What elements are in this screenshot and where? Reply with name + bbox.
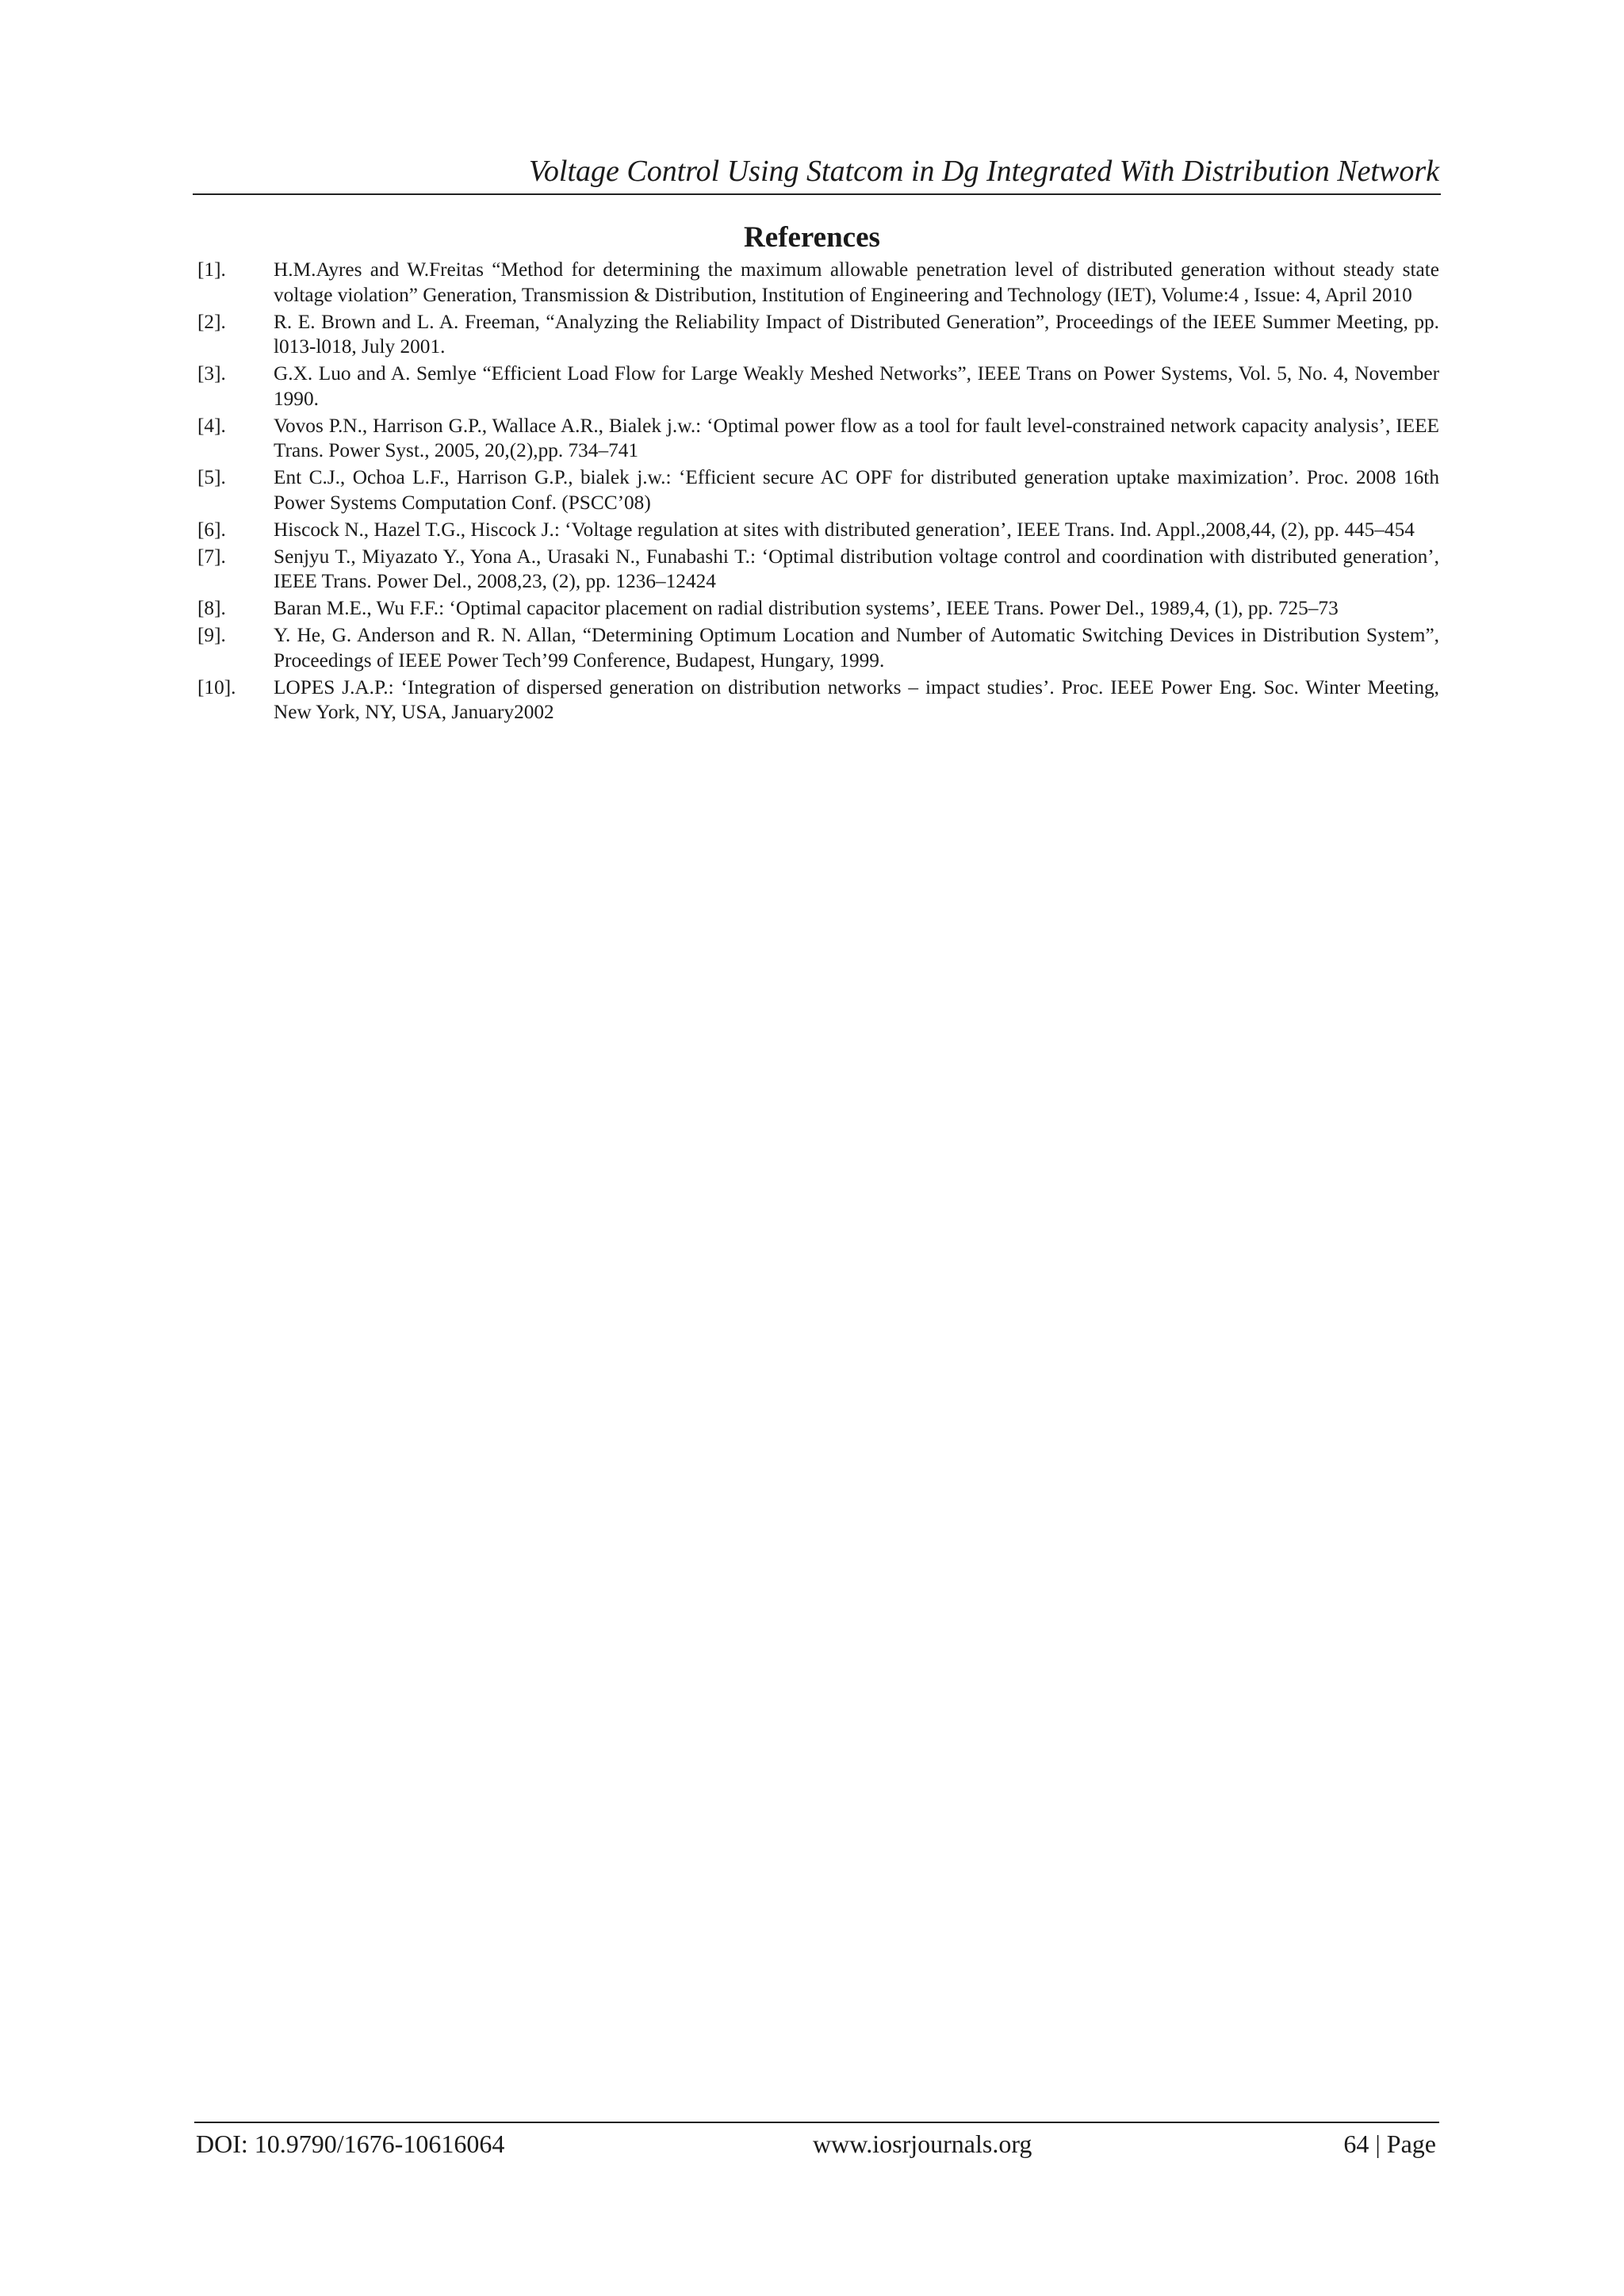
reference-number: [9]. xyxy=(197,624,226,646)
footer-doi: DOI: 10.9790/1676-10616064 xyxy=(196,2130,505,2158)
reference-item xyxy=(197,310,1439,360)
reference-item xyxy=(197,414,1439,464)
reference-text: LOPES J.A.P.: ‘Integration of dispersed generation on distribution networks – impact studies’. Proc. IEEE Power Eng. Soc. Winter Meeting, New York, NY, USA, January2002 xyxy=(274,675,1439,723)
reference-number: [3]. xyxy=(197,362,226,385)
reference-text: R. E. Brown and L. A. Freeman, “Analyzing the Reliability Impact of Distributed Generation”, Proceedings of the IEEE Summer Meeting, pp. l013-l018, July 2001. xyxy=(274,310,1439,358)
reference-item xyxy=(197,623,1439,673)
reference-item xyxy=(197,675,1439,725)
references-heading: References xyxy=(744,221,880,254)
page-footer xyxy=(194,2122,1439,2158)
reference-text: Baran M.E., Wu F.F.: ‘Optimal capacitor placement on radial distribution systems’, IEEE Trans. Power Del., 1989,4, (1), pp. 725–73 xyxy=(274,597,1339,619)
footer-page-number: 64 | Page xyxy=(1343,2130,1436,2158)
reference-list xyxy=(197,258,1439,727)
running-header xyxy=(193,152,1441,195)
reference-number: [8]. xyxy=(197,597,226,619)
reference-text: G.X. Luo and A. Semlye “Efficient Load Flow for Large Weakly Meshed Networks”, IEEE Trans on Power Systems, Vol. 5, No. 4, November 1990. xyxy=(274,362,1439,410)
reference-item xyxy=(197,596,1439,622)
reference-number: [1]. xyxy=(197,258,226,281)
reference-text: Y. He, G. Anderson and R. N. Allan, “Determining Optimum Location and Number of Automatic Switching Devices in Distribution System”, Proceedings of IEEE Power Tech’99 Conference, Budapest, Hungary, 1999. xyxy=(274,624,1439,672)
reference-item xyxy=(197,465,1439,515)
reference-item xyxy=(197,545,1439,595)
reference-text: Hiscock N., Hazel T.G., Hiscock J.: ‘Voltage regulation at sites with distributed generation’, IEEE Trans. Ind. Appl.,2008,44, (2), pp. 445–454 xyxy=(274,518,1415,541)
reference-number: [2]. xyxy=(197,310,226,333)
reference-number: [4]. xyxy=(197,414,226,437)
reference-text: Senjyu T., Miyazato Y., Yona A., Urasaki N., Funabashi T.: ‘Optimal distribution voltage control and coordination with distributed generation’, IEEE Trans. Power Del., 2008,23, (2), pp. 1236–12424 xyxy=(274,545,1439,592)
reference-number: [7]. xyxy=(197,545,226,568)
footer-website: www.iosrjournals.org xyxy=(813,2130,1032,2158)
reference-text: H.M.Ayres and W.Freitas “Method for determining the maximum allowable penetration level of distributed generation without steady state voltage violation” Generation, Transmission & Distribution, Institution of Engineering and Technology (IET), Volume:4 , Issue: 4, April 2010 xyxy=(274,258,1439,306)
reference-text: Ent C.J., Ochoa L.F., Harrison G.P., bialek j.w.: ‘Efficient secure AC OPF for distributed generation uptake maximization’. Proc. 2008 16th Power Systems Computation Conf. (PSCC’08) xyxy=(274,466,1439,514)
reference-item xyxy=(197,362,1439,411)
reference-item xyxy=(197,518,1439,543)
reference-text: Vovos P.N., Harrison G.P., Wallace A.R., Bialek j.w.: ‘Optimal power flow as a tool for fault level-constrained network capacity analysis’, IEEE Trans. Power Syst., 2005, 20,(2),pp. 734–741 xyxy=(274,414,1439,461)
reference-number: [6]. xyxy=(197,518,226,541)
running-header-title: Voltage Control Using Statcom in Dg Integrated With Distribution Network xyxy=(528,155,1439,188)
reference-number: [5]. xyxy=(197,466,226,488)
reference-number: [10]. xyxy=(197,675,236,698)
reference-item xyxy=(197,258,1439,308)
